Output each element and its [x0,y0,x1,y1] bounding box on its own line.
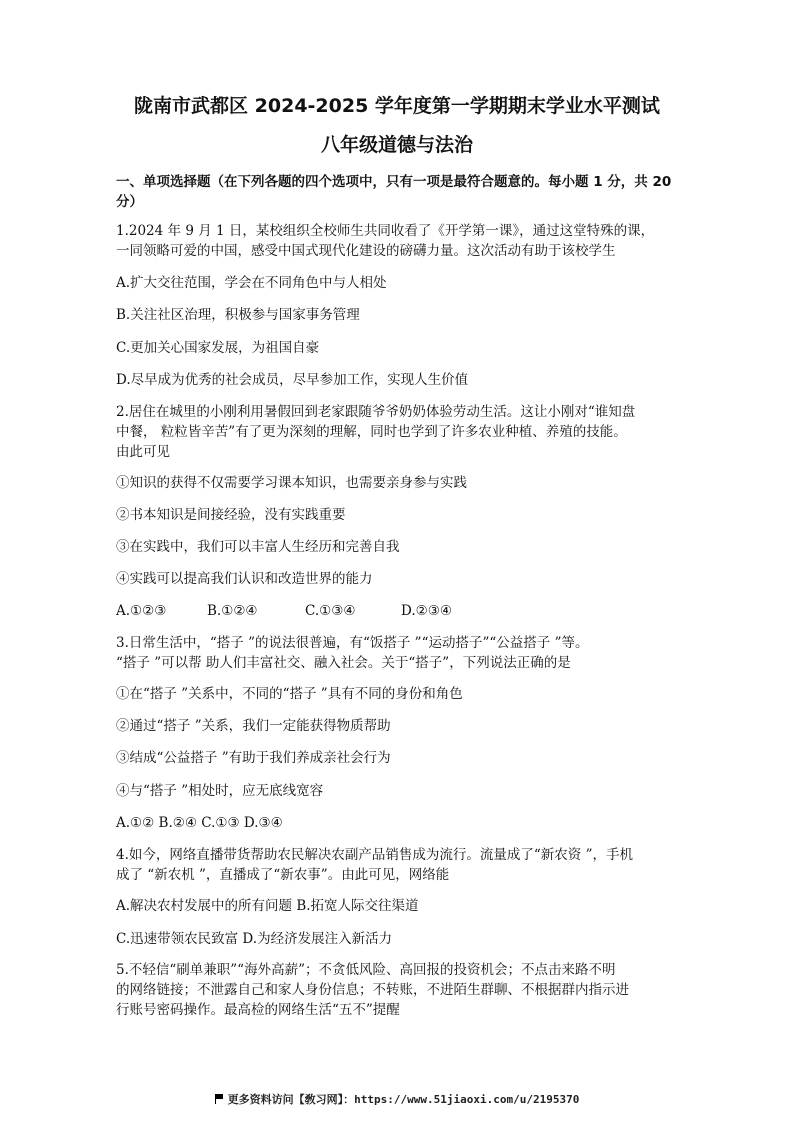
q3-statement-2: ②通过“搭子 ”关系，我们一定能获得物质帮助 [116,718,391,734]
q2-option-b: B.①②④ [207,603,258,619]
q2-statement-2: ②书本知识是间接经验，没有实践重要 [116,507,346,523]
q1-stem-line2: 一同领略可爱的中国，感受中国式现代化建设的磅礴力量。这次活动有助于该校学生 [116,243,616,259]
q2-stem-line3: 由此可见 [116,444,170,460]
flag-icon [215,1094,224,1104]
q2-options [116,601,696,621]
q1-option-a: A.扩大交往范围，学会在不同角色中与人相处 [116,275,387,291]
q3-stem-line2: “搭子 ”可以帮 助人们丰富社交、融入社会。关于“搭子”，下列说法正确的是 [116,655,571,671]
q2-statement-1: ①知识的获得不仅需要学习课本知识，也需要亲身参与实践 [116,475,467,491]
q2-stem-line2: 中餐， 粒粒皆辛苦”有了更为深刻的理解，同时也学到了许多农业种植、养殖的技能。 [116,424,627,440]
q5-stem-line1: 5.不轻信“刷单兼职”“海外高薪”；不贪低风险、高回报的投资机会；不点击来路不明 [116,962,616,978]
q3-options: A.①② B.②④ C.①③ D.③④ [116,815,283,831]
q2-statement-4: ④实践可以提高我们认识和改造世界的能力 [116,571,373,587]
q4-stem-line1: 4.如今，网络直播带货帮助农民解决农副产品销售成为流行。流量成了“新农资 ”，手机 [116,847,633,863]
q2-stem-line1: 2.居住在城里的小刚利用暑假回到老家跟随爷爷奶奶体验劳动生活。这让小刚对“谁知盘 [116,404,636,420]
footer-link[interactable]: 更多资料访问【敎习网】：https://www.51jiaoxi.com/u/2195370 [227,1093,580,1106]
q4-options-cd: C.迅速带领农民致富 D.为经济发展注入新活力 [116,931,393,947]
q3-statement-1: ①在“搭子 ”关系中，不同的“搭子 ”具有不同的身份和角色 [116,686,463,702]
q2-option-c: C.①③④ [305,603,356,619]
q2-statement-3: ③在实践中，我们可以丰富人生经历和完善自我 [116,539,400,555]
q5-stem-line2: 的网络链接；不泄露自己和家人身份信息；不转账，不进陌生群聊、不根据群内指示进 [116,982,629,998]
footer [0,1091,794,1107]
q2-option-a: A.①②③ [116,603,167,619]
q3-statement-3: ③结成“公益搭子 ”有助于我们养成亲社会行为 [116,750,391,766]
exam-subtitle: 八年级道德与法治 [320,134,473,156]
q4-options-ab: A.解决农村发展中的所有问题 B.拓宽人际交往渠道 [116,898,419,914]
q5-stem-line3: 行账号密码操作。最高检的网络生活“五不”提醒 [116,1002,400,1018]
q3-stem-line1: 3.日常生活中，“搭子 ”的说法很普遍，有“饭搭子 ”“运动搭子”“公益搭子 ”等。 [116,635,589,651]
q3-statement-4: ④与“搭子 ”相处时，应无底线宽容 [116,783,324,799]
q4-stem-line2: 成了 “新农机 ”，直播成了“新农事”。由此可见，网络能 [116,867,450,883]
q2-option-d: D.②③④ [401,603,452,619]
exam-title: 陇南市武都区 2024-2025 学年度第一学期期末学业水平测试 [134,95,660,117]
q1-stem-line1: 1.2024 年 9 月 1 日，某校组织全校师生共同收看了《开学第一课》，通过这堂特殊的课， [116,223,655,239]
section-heading: 一、单项选择题（在下列各题的四个选项中，只有一项是最符合题意的。每小题 1 分，共 20 分） [116,174,672,210]
q1-option-b: B.关注社区治理，积极参与国家事务管理 [116,307,360,323]
q1-option-c: C.更加关心国家发展，为祖国自豪 [116,340,320,356]
q1-option-d: D.尽早成为优秀的社会成员，尽早参加工作，实现人生价值 [116,372,469,388]
